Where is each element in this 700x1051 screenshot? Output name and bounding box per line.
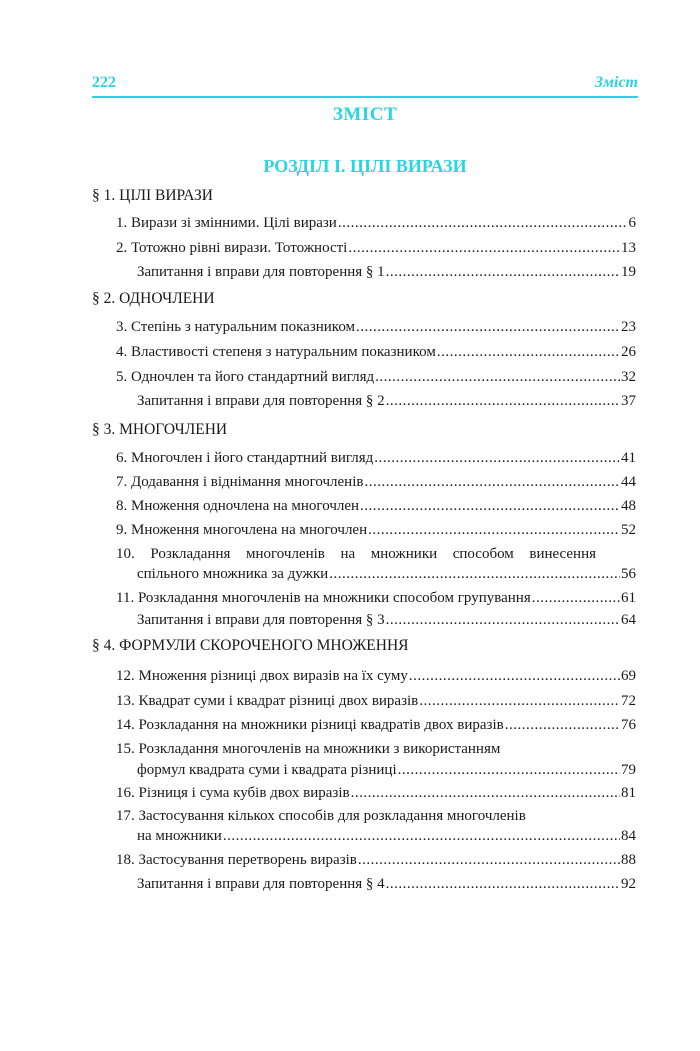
toc-entry-title: 3. Степінь з натуральним показником [116, 319, 356, 335]
dot-leader [364, 472, 620, 492]
chapter-title: РОЗДІЛ І. ЦІЛІ ВИРАЗИ [263, 156, 467, 176]
running-title: Зміст [594, 74, 638, 91]
page-header [92, 74, 638, 96]
toc-entry[interactable] [116, 783, 636, 803]
toc-entry-page: 79 [621, 762, 636, 778]
dot-leader [368, 520, 620, 540]
toc-entry-title-line1: 15. Розкладання многочленів на множники з використанням [116, 741, 501, 757]
toc-entry-page: 56 [621, 566, 636, 582]
toc-entry[interactable] [137, 610, 636, 630]
toc-entry-line1[interactable] [116, 544, 596, 564]
dot-leader [419, 691, 620, 711]
toc-entry-page: 48 [621, 498, 636, 514]
toc-entry[interactable] [116, 238, 636, 258]
toc-entry-page: 13 [621, 240, 636, 256]
toc-entry-title: 7. Додавання і віднімання многочленів [116, 474, 364, 490]
toc-entry[interactable] [137, 262, 636, 282]
toc-entry-title-line1: 10. Розкладання многочленів на множники способом винесення [116, 546, 596, 562]
toc-entry-page: 23 [621, 319, 636, 335]
toc-entry-title: 16. Різниця і сума кубів двох виразів [116, 785, 350, 801]
dot-leader [386, 610, 620, 630]
toc-entry[interactable] [116, 213, 636, 233]
dot-leader [329, 564, 620, 584]
toc-entry[interactable] [116, 588, 636, 608]
dot-leader [386, 874, 620, 894]
toc-entry-title: 18. Застосування перетворень виразів [116, 852, 357, 868]
toc-entry-title: на множники [137, 828, 222, 844]
toc-entry-line1[interactable] [116, 739, 596, 759]
dot-leader [409, 666, 620, 686]
dot-leader [356, 317, 620, 337]
toc-entry[interactable] [137, 874, 636, 894]
toc-entry[interactable] [116, 472, 636, 492]
toc-entry[interactable] [116, 520, 636, 540]
toc-entry-page: 64 [621, 612, 636, 628]
toc-entry-title: 1. Вирази зі змінними. Цілі вирази [116, 215, 337, 231]
toc-entry-title: спільного множника за дужки [137, 566, 329, 582]
toc-entry-title: Запитання і вправи для повторення § 1 [137, 264, 385, 280]
toc-entry[interactable] [137, 826, 636, 846]
toc-entry-page: 41 [621, 450, 636, 466]
toc-entry[interactable] [137, 760, 636, 780]
dot-leader [437, 342, 620, 362]
dot-leader [348, 238, 620, 258]
dot-leader [375, 367, 620, 387]
toc-entry[interactable] [116, 850, 636, 870]
section-heading: § 4. ФОРМУЛИ СКОРОЧЕНОГО МНОЖЕННЯ [92, 637, 409, 654]
dot-leader [374, 448, 620, 468]
toc-entry-page: 76 [621, 717, 636, 733]
toc-entry-page: 92 [621, 876, 636, 892]
toc-entry-page: 37 [621, 393, 636, 409]
toc-entry[interactable] [116, 448, 636, 468]
dot-leader [351, 783, 620, 803]
toc-entry-page: 72 [621, 693, 636, 709]
toc-entry-page: 6 [628, 215, 636, 231]
toc-entry[interactable] [116, 691, 636, 711]
dot-leader [398, 760, 620, 780]
toc-entry-title: 9. Множення многочлена на многочлен [116, 522, 368, 538]
toc-entry-title: 13. Квадрат суми і квадрат різниці двох виразів [116, 693, 419, 709]
dot-leader [358, 850, 620, 870]
toc-entry-page: 81 [621, 785, 636, 801]
toc-entry-title: 12. Множення різниці двох виразів на їх суму [116, 668, 408, 684]
toc-entry-page: 61 [621, 590, 636, 606]
dot-leader [386, 391, 620, 411]
toc-entry[interactable] [116, 666, 636, 686]
toc-entry-page: 52 [621, 522, 636, 538]
section-heading: § 2. ОДНОЧЛЕНИ [92, 290, 215, 307]
page-title: ЗМІСТ [332, 104, 398, 125]
toc-entry-title: Запитання і вправи для повторення § 2 [137, 393, 385, 409]
section-heading: § 3. МНОГОЧЛЕНИ [92, 421, 228, 438]
toc-entry[interactable] [116, 496, 636, 516]
toc-entry-title: 11. Розкладання многочленів на множники способом групування [116, 590, 531, 606]
toc-entry-title: 14. Розкладання на множники різниці квадратів двох виразів [116, 717, 504, 733]
dot-leader [505, 715, 620, 735]
toc-entry-title: Запитання і вправи для повторення § 4 [137, 876, 385, 892]
toc-entry-title: Запитання і вправи для повторення § 3 [137, 612, 385, 628]
toc-entry-page: 19 [621, 264, 636, 280]
toc-entry[interactable] [116, 367, 636, 387]
toc-entry-page: 26 [621, 344, 636, 360]
toc-entry[interactable] [116, 317, 636, 337]
toc-entry-page: 84 [621, 828, 636, 844]
toc-entry-title: формул квадрата суми і квадрата різниці [137, 762, 397, 778]
toc-entry[interactable] [137, 391, 636, 411]
dot-leader [338, 213, 628, 233]
toc-entry-page: 69 [621, 668, 636, 684]
toc-entry-page: 32 [621, 369, 636, 385]
toc-entry-title: 6. Многочлен і його стандартний вигляд [116, 450, 374, 466]
toc-entry-title: 4. Властивості степеня з натуральним показником [116, 344, 436, 360]
toc-entry-title: 2. Тотожно рівні вирази. Тотожності [116, 240, 348, 256]
header-rule [92, 96, 638, 98]
dot-leader [360, 496, 620, 516]
toc-entry-line1[interactable] [116, 806, 596, 826]
toc-entry[interactable] [137, 564, 636, 584]
toc-entry-title: 8. Множення одночлена на многочлен [116, 498, 360, 514]
toc-entry-title: 5. Одночлен та його стандартний вигляд [116, 369, 375, 385]
toc-entry[interactable] [116, 715, 636, 735]
dot-leader [386, 262, 620, 282]
toc-entry-title-line1: 17. Застосування кількох способів для розкладання многочленів [116, 808, 526, 824]
section-heading: § 1. ЦІЛІ ВИРАЗИ [92, 187, 213, 204]
page-number: 222 [92, 74, 116, 91]
dot-leader [532, 588, 620, 608]
dot-leader [223, 826, 620, 846]
toc-entry-page: 88 [621, 852, 636, 868]
toc-entry[interactable] [116, 342, 636, 362]
toc-entry-page: 44 [621, 474, 636, 490]
